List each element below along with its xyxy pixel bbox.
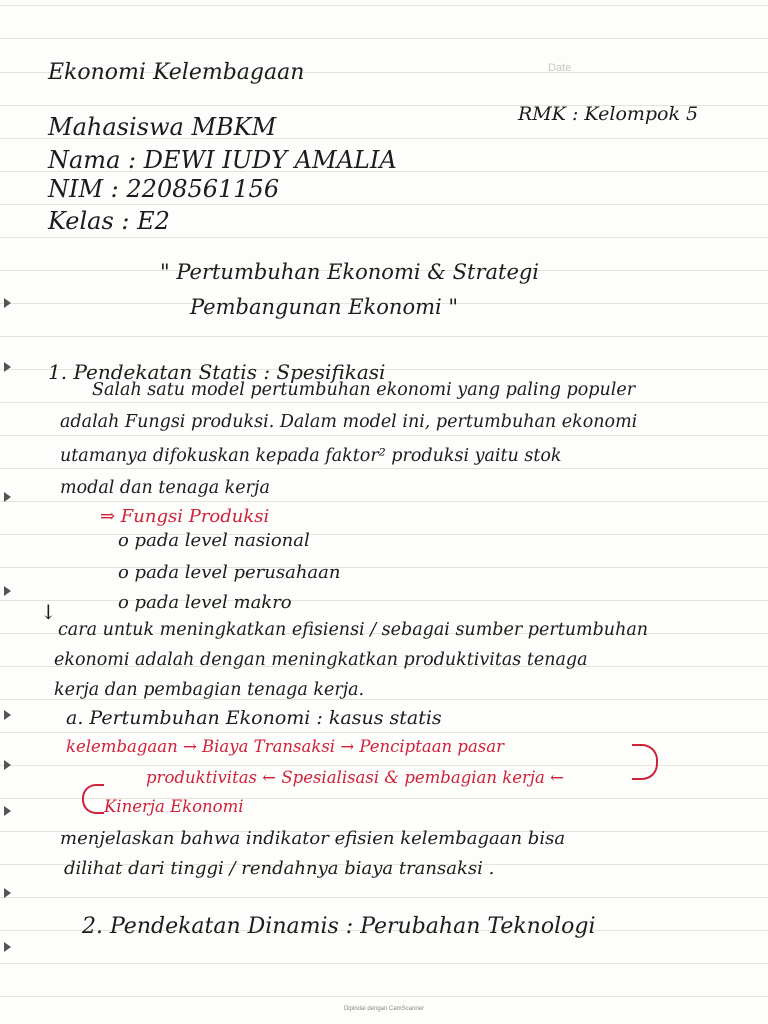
binding-hole-mark (4, 942, 11, 952)
sub-section-a-heading: a. Pertumbuhan Ekonomi : kasus statis (66, 707, 442, 729)
flow-return-arrow-icon (632, 744, 658, 780)
paragraph-line: utamanya difokuskan kepada faktor² produksi yaitu stok (60, 446, 562, 466)
bullet-item: o pada level nasional (118, 530, 310, 551)
scanner-watermark: Dipindai dengan CamScanner (343, 1006, 425, 1012)
course-title: Ekonomi Kelembagaan (48, 60, 305, 85)
binding-hole-mark (4, 806, 11, 816)
section-1-heading: 1. Pendekatan Statis : Spesifikasi (48, 360, 386, 384)
binding-hole-mark (4, 362, 11, 372)
program-line: Mahasiswa MBKM (48, 113, 277, 141)
flow-line: produktivitas ← Spesialisasi & pembagian kerja ← (146, 768, 564, 787)
paragraph-line: Salah satu model pertumbuhan ekonomi yang paling populer (92, 380, 636, 400)
binding-hole-mark (4, 760, 11, 770)
student-name: Nama : DEWI IUDY AMALIA (48, 146, 397, 174)
flow-line: kelembagaan → Biaya Transaksi → Penciptaan pasar (66, 737, 504, 756)
student-class: Kelas : E2 (48, 207, 170, 235)
paragraph-line: modal dan tenaga kerja (60, 478, 270, 498)
topic-title-line-1: " Pertumbuhan Ekonomi & Strategi (160, 260, 540, 284)
rmk-group-label: RMK : Kelompok 5 (518, 103, 699, 125)
bullet-item: o pada level makro (118, 592, 292, 613)
binding-hole-mark (4, 888, 11, 898)
arrow-down-icon: ↓ (40, 600, 57, 624)
binding-hole-mark (4, 586, 11, 596)
binding-hole-mark (4, 492, 11, 502)
section-2-heading: 2. Pendekatan Dinamis : Perubahan Teknologi (82, 914, 596, 939)
topic-title-line-2: Pembangunan Ekonomi " (190, 295, 459, 319)
fungsi-produksi-label: ⇒ Fungsi Produksi (100, 506, 270, 527)
explanation-line: dilihat dari tinggi / rendahnya biaya transaksi . (64, 858, 495, 879)
flow-line: Kinerja Ekonomi (104, 797, 244, 816)
binding-hole-mark (4, 298, 11, 308)
student-nim: NIM : 2208561156 (48, 175, 280, 203)
paragraph-line: adalah Fungsi produksi. Dalam model ini, pertumbuhan ekonomi (60, 412, 638, 432)
flow-curve-arrow-icon (82, 784, 104, 814)
date-label: Date (548, 62, 572, 74)
binding-hole-mark (4, 710, 11, 720)
explanation-line: menjelaskan bahwa indikator efisien kelembagaan bisa (60, 828, 566, 849)
conclusion-line: ekonomi adalah dengan meningkatkan produktivitas tenaga (54, 650, 588, 670)
conclusion-line: cara untuk meningkatkan efisiensi / sebagai sumber pertumbuhan (58, 620, 649, 640)
conclusion-line: kerja dan pembagian tenaga kerja. (54, 680, 365, 700)
bullet-item: o pada level perusahaan (118, 562, 341, 583)
